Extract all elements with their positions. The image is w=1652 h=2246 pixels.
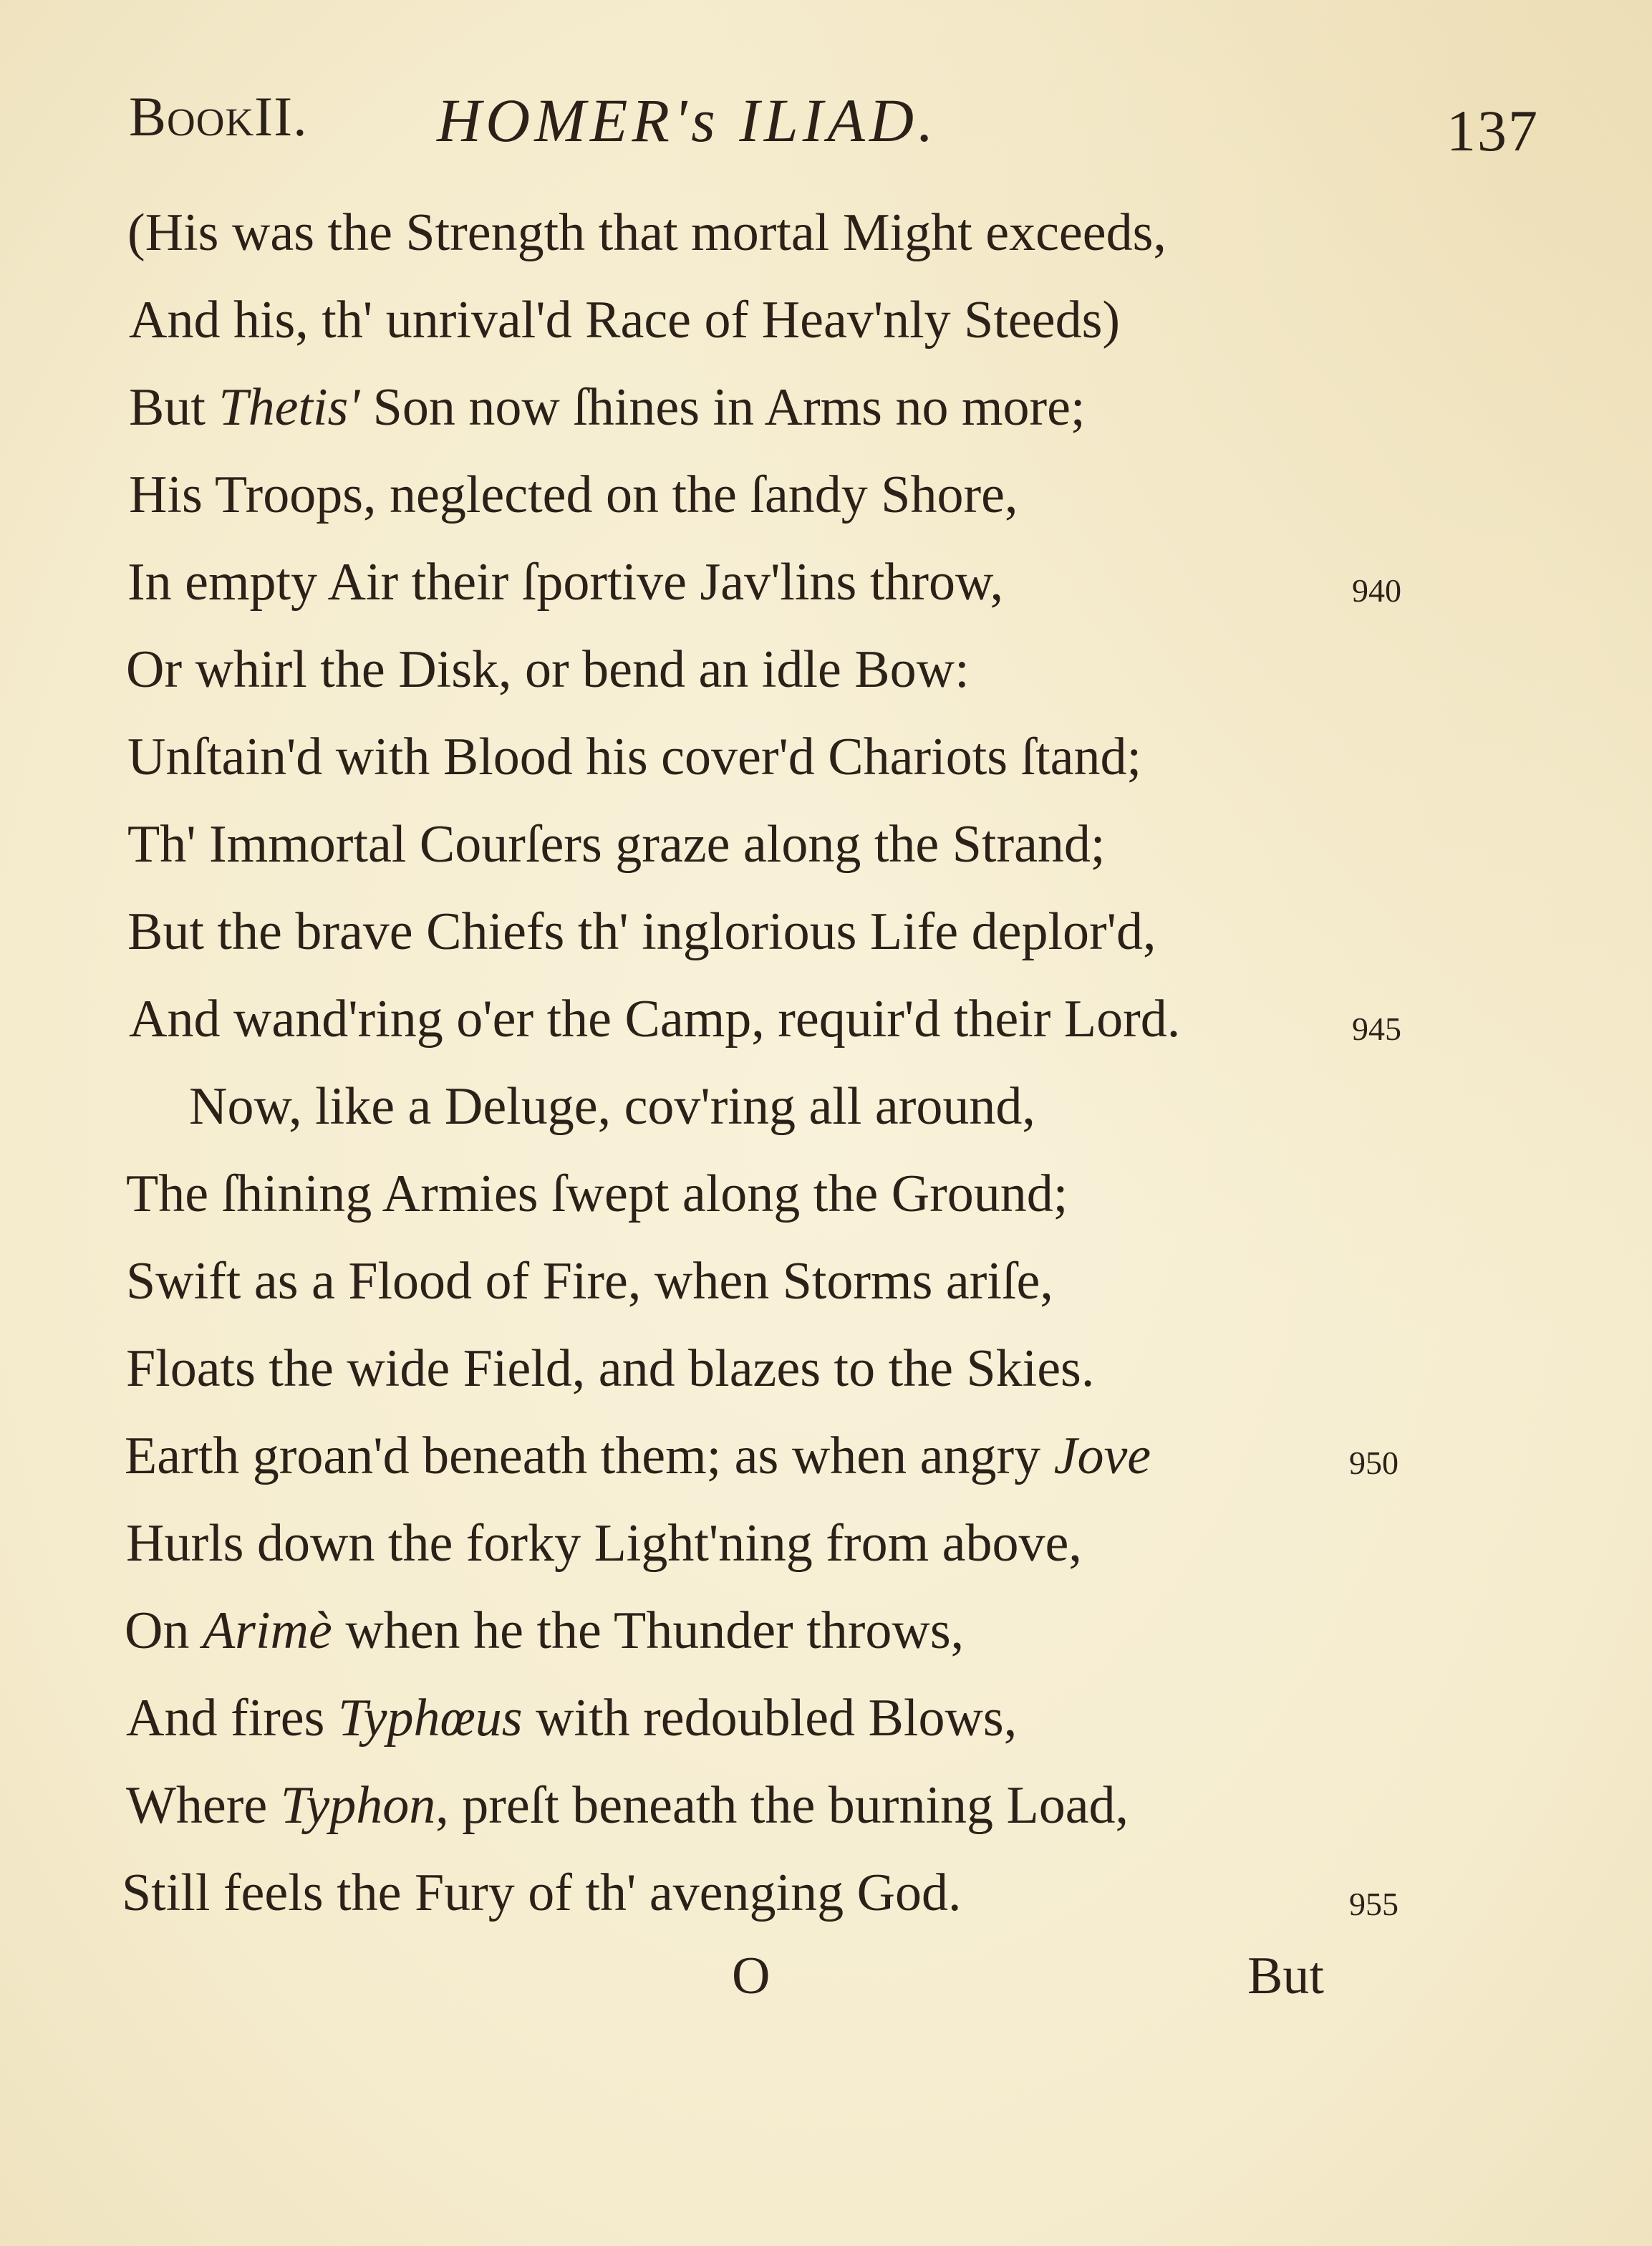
verse-text-segment: But the brave Chiefs th' inglorious Life deplor'd, <box>127 902 1156 961</box>
verse-line <box>126 1689 1018 1748</box>
verse-line <box>127 203 1166 262</box>
verse-line <box>126 1514 1082 1573</box>
running-book-label: BookII. <box>129 85 308 148</box>
verse-line <box>127 728 1142 786</box>
verse-text-segment: Son now ſhines in Arms no more; <box>359 378 1086 437</box>
verse-line <box>126 640 970 699</box>
verse-line <box>126 1252 1053 1311</box>
verse-text-segment: Hurls down the forky Light'ning from above, <box>126 1514 1082 1573</box>
verse-line <box>129 466 1018 524</box>
verse-line <box>129 378 1086 437</box>
verse-text-segment: Where <box>126 1776 281 1835</box>
verse-text-segment: And fires <box>126 1689 338 1748</box>
verse-line <box>125 1427 1151 1485</box>
verse-text-segment: But <box>129 378 219 437</box>
verse-italic-name: Arimè <box>202 1601 332 1660</box>
catchword: But <box>1247 1947 1324 2005</box>
verse-text-segment: , preſt beneath the burning Load, <box>435 1776 1129 1835</box>
verse-text-segment: Earth groan'd beneath them; as when angry <box>125 1427 1054 1485</box>
verse-text-segment: Th' Immortal Courſers graze along the Strand; <box>127 815 1106 874</box>
verse-text-segment: Unſtain'd with Blood his cover'd Chariots ſtand; <box>127 728 1142 786</box>
verse-text-segment: Swift as a Flood of Fire, when Storms ariſe, <box>126 1252 1053 1311</box>
page-number: 137 <box>1446 98 1539 163</box>
verse-line <box>127 553 1004 612</box>
verse-text-segment: And wand'ring o'er the Camp, requir'd their Lord. <box>129 990 1181 1049</box>
verse-line <box>127 815 1106 874</box>
running-title: HOMER's ILIAD. <box>437 86 938 155</box>
verse-text-segment: Or whirl the Disk, or bend an idle Bow: <box>126 640 970 699</box>
verse-line <box>126 1339 1095 1398</box>
verse-text-segment: And his, th' unrival'd Race of Heav'nly Steeds) <box>129 291 1121 350</box>
verse-text-segment: The ſhining Armies ſwept along the Ground; <box>126 1165 1068 1223</box>
verse-text-segment: Still feels the Fury of th' avenging God. <box>122 1864 962 1922</box>
verse-italic-name: Jove <box>1053 1427 1151 1485</box>
line-number-955: 955 <box>1349 1886 1399 1922</box>
verse-text-segment: On <box>125 1601 203 1660</box>
verse-text-segment: In empty Air their ſportive Jav'lins throw, <box>127 553 1004 612</box>
verse-line <box>122 1864 962 1922</box>
verse-italic-name: Thetis' <box>218 378 360 437</box>
line-number-945: 945 <box>1352 1011 1401 1047</box>
verse-line <box>127 902 1156 961</box>
signature-mark: O <box>732 1947 771 2005</box>
line-number-950: 950 <box>1349 1445 1399 1481</box>
verse-line <box>189 1077 1035 1136</box>
verse-line <box>126 1776 1129 1835</box>
verse-text-segment: Now, like a Deluge, cov'ring all around, <box>189 1077 1035 1136</box>
verse-text-segment: Floats the wide Field, and blazes to the Skies. <box>126 1339 1095 1398</box>
verse-text-segment: when he the Thunder throws, <box>332 1601 965 1660</box>
verse-text-segment: (His was the Strength that mortal Might exceeds, <box>127 203 1166 262</box>
verse-line <box>126 1165 1068 1223</box>
verse-line <box>129 990 1181 1049</box>
line-number-940: 940 <box>1352 572 1401 609</box>
verse-text-segment: His Troops, neglected on the ſandy Shore, <box>129 466 1018 524</box>
verse-line <box>125 1601 965 1660</box>
verse-line <box>129 291 1121 350</box>
verse-italic-name: Typhœus <box>337 1689 523 1748</box>
verse-italic-name: Typhon <box>280 1776 436 1835</box>
verse-text-segment: with redoubled Blows, <box>522 1689 1018 1748</box>
